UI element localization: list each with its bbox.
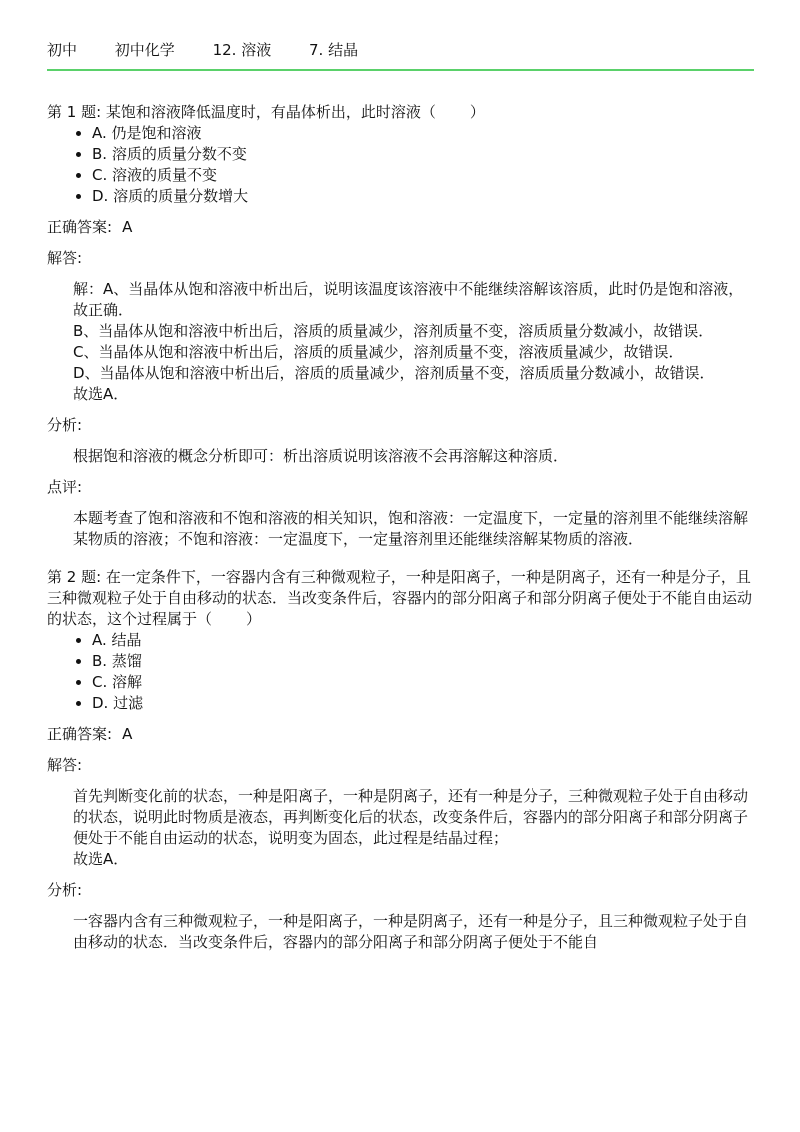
correct-answer — [47, 724, 757, 745]
breadcrumb-item[interactable]: 初中 — [47, 41, 78, 59]
breadcrumb-item[interactable]: 12. 溶液 — [212, 41, 272, 59]
option-d: • D. 溶质的质量分数增大 — [92, 186, 757, 207]
explanation-line: C、当晶体从饱和溶液中析出后，溶质的质量减少，溶剂质量不变，溶液质量减少，故错误． — [73, 343, 684, 361]
question-1 — [47, 102, 757, 550]
correct-answer — [47, 217, 757, 238]
explanation-line: 解：A、当晶体从饱和溶液中析出后，说明该温度该溶液中不能继续溶解该溶质，此时仍是饱和溶液，故正确． — [73, 280, 744, 319]
comment-label: 点评: — [47, 478, 83, 496]
analysis-body — [47, 911, 757, 953]
analysis-label: 分析: — [47, 881, 83, 899]
analysis-body — [47, 446, 757, 467]
comment-body — [47, 508, 757, 550]
explanation-line: 故选A． — [73, 385, 129, 403]
explanation-label: 解答: — [47, 756, 83, 774]
question-stem — [47, 102, 757, 123]
option-list — [47, 123, 757, 207]
question-list — [47, 102, 757, 953]
correct-answer-label: 正确答案: — [47, 725, 113, 743]
correct-answer-value: A — [122, 218, 133, 236]
explanation-body — [47, 279, 757, 405]
question-stem — [47, 567, 757, 630]
question-stem-close: ） — [469, 103, 485, 121]
option-b: • B. 蒸馏 — [92, 651, 757, 672]
option-c: • C. 溶液的质量不变 — [92, 165, 757, 186]
breadcrumb — [47, 40, 358, 60]
question-stem-close: ） — [246, 610, 262, 628]
explanation-line: B、当晶体从饱和溶液中析出后，溶质的质量减少，溶剂质量不变，溶质质量分数减小，故错误． — [73, 322, 714, 340]
question-stem-text: 第 2 题: 在一定条件下，一容器内含有三种微观粒子，一种是阳离子，一种是阴离子，还有一种是分子，且三种微观粒子处于自由移动的状态．当改变条件后，容器内的部分阳离子和部分阴离子便处于不能自由运动的状态，这个过程属于（ — [47, 568, 753, 628]
option-b: • B. 溶质的质量分数不变 — [92, 144, 757, 165]
header-divider — [47, 69, 754, 71]
explanation-line: D、当晶体从饱和溶液中析出后，溶质的质量减少，溶剂质量不变，溶质质量分数减小，故错误． — [73, 364, 715, 382]
analysis-line: 根据饱和溶液的概念分析即可：析出溶质说明该溶液不会再溶解这种溶质． — [73, 447, 569, 465]
explanation-body — [47, 786, 757, 870]
correct-answer-value: A — [122, 725, 133, 743]
option-c: • C. 溶解 — [92, 672, 757, 693]
option-a: • A. 仍是饱和溶液 — [92, 123, 757, 144]
explanation-label: 解答: — [47, 249, 83, 267]
question-stem-text: 第 1 题: 某饱和溶液降低温度时，有晶体析出，此时溶液（ — [47, 103, 436, 121]
explanation-line: 故选A． — [73, 850, 129, 868]
analysis-line: 一容器内含有三种微观粒子，一种是阳离子，一种是阴离子，还有一种是分子，且三种微观粒子处于自由移动的状态．当改变条件后，容器内的部分阳离子和部分阴离子便处于不能自 — [73, 912, 749, 951]
analysis-label: 分析: — [47, 416, 83, 434]
explanation-line: 首先判断变化前的状态，一种是阳离子，一种是阴离子，还有一种是分子，三种微观粒子处于自由移动的状态，说明此时物质是液态，再判断变化后的状态，改变条件后，容器内的部分阳离子和部分阴离子便处于不能自由运动的状态，说明变为固态，此过程是结晶过程； — [73, 787, 749, 847]
breadcrumb-item[interactable]: 7. 结晶 — [309, 41, 359, 59]
option-d: • D. 过滤 — [92, 693, 757, 714]
option-list — [47, 630, 757, 714]
correct-answer-label: 正确答案: — [47, 218, 113, 236]
comment-line: 本题考查了饱和溶液和不饱和溶液的相关知识，饱和溶液：一定温度下，一定量的溶剂里不能继续溶解某物质的溶液；不饱和溶液：一定温度下，一定量溶剂里还能继续溶解某物质的溶液． — [73, 509, 749, 548]
option-a: • A. 结晶 — [92, 630, 757, 651]
question-2 — [47, 567, 757, 953]
breadcrumb-item[interactable]: 初中化学 — [114, 41, 175, 59]
